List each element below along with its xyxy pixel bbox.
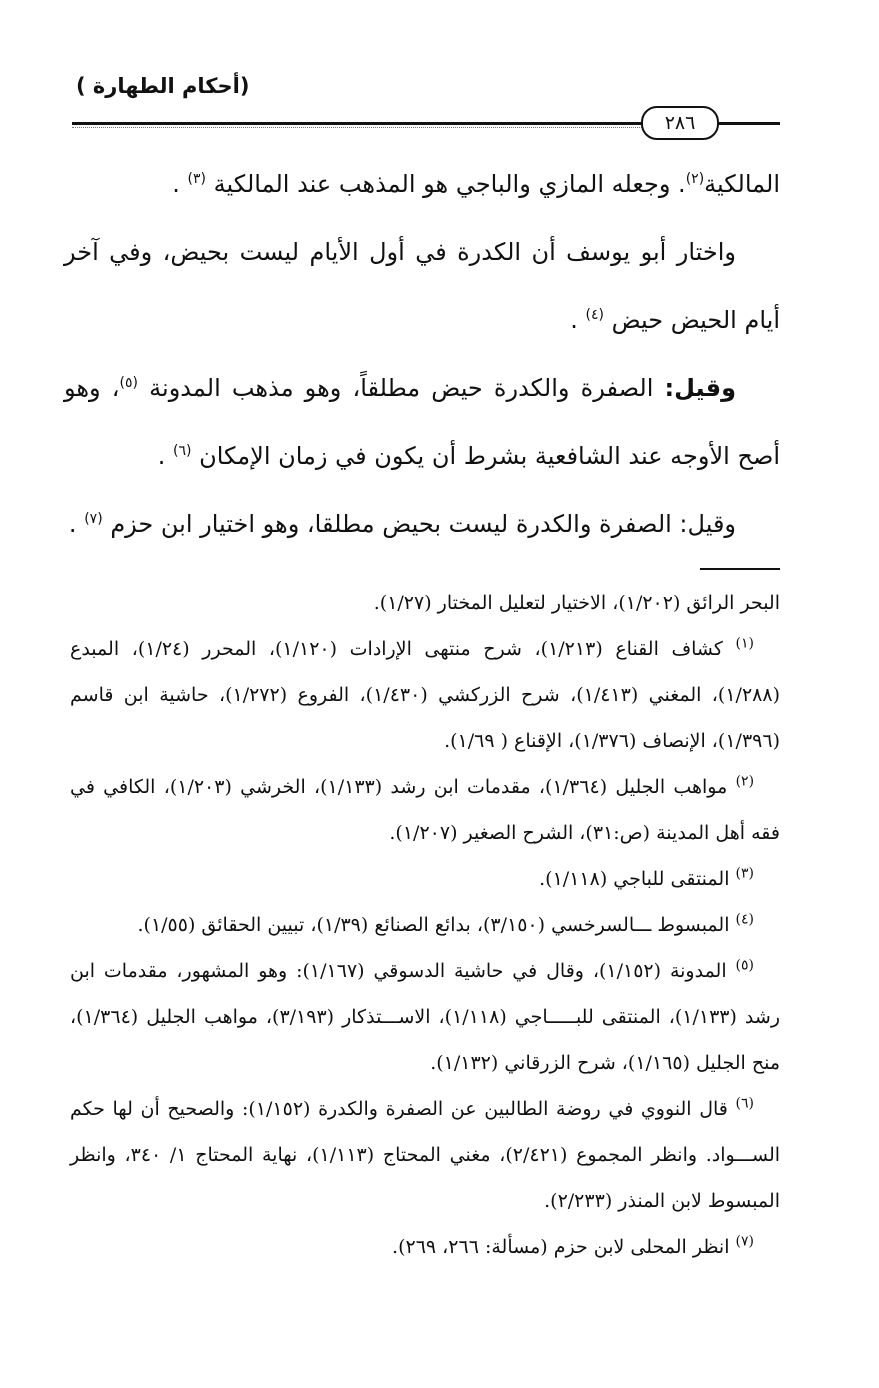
- footnote-ref[interactable]: (٥): [119, 375, 138, 391]
- paragraph-2: واختار أبو يوسف أن الكدرة في أول الأيام ليست بحيض، وفي آخر أيام الحيض حيض $^{(٤)}$ .: [64, 238, 780, 334]
- page-number: ٢٨٦: [641, 106, 719, 140]
- footnote-ref[interactable]: (٦): [172, 443, 192, 459]
- lead-word: وقيل:: [664, 374, 736, 402]
- paragraph-4: وقيل: الصفرة والكدرة ليست بحيض مطلقا، وهو اختيار ابن حزم $^{(٧)}$ .: [68, 510, 736, 538]
- footnote-5: $^{(٥)}$ المدونة (١/١٥٢)، وقال في حاشية الدسوقي (١/١٦٧): وهو المشهور، مقدمات ابن رشد (١/١٣٣)، المنتقى للبـــــاجي (١/١١٨)، الاســـتذكار (٣/١٩٣)، مواهب الجليل (١/٣٦٤)، منح الجليل (١/١٦٥)، شرح الزرقاني (١/١٣٢).: [70, 957, 780, 1074]
- header-dotted-rule: [72, 127, 642, 128]
- footnote-7: $^{(٧)}$ انظر المحلى لابن حزم (مسألة: ٢٦٦، ٢٦٩).: [392, 1233, 754, 1258]
- footnote-ref[interactable]: (٣): [187, 171, 206, 187]
- footnote-3: $^{(٣)}$ المنتقى للباجي (١/١١٨).: [539, 865, 754, 890]
- footnote-ref[interactable]: (٧): [84, 511, 103, 527]
- footnote-ref[interactable]: (٤): [585, 307, 604, 323]
- main-text: [64, 150, 780, 558]
- footnote-continued: البحر الرائق (١/٢٠٢)، الاختيار لتعليل المختار (١/٢٧).: [373, 592, 780, 614]
- running-header-title: (أحكام الطهارة ): [76, 74, 250, 98]
- footnote-2: $^{(٢)}$ مواهب الجليل (١/٣٦٤)، مقدمات ابن رشد (١/١٣٣)، الخرشي (١/٢٠٣)، الكافي في فقه أهل المدينة (ص:٣١)، الشرح الصغير (١/٢٠٧).: [70, 773, 780, 844]
- footnote-separator: [700, 568, 780, 570]
- paragraph-3: وقيل: الصفرة والكدرة حيض مطلقاً، وهو مذهب المدونة $^{(٥)}$، وهو أصح الأوجه عند الشافعية بشرط أن يكون في زمان الإمكان $^{(٦)}$ .: [64, 374, 780, 470]
- footnote-6: $^{(٦)}$ قال النووي في روضة الطالبين عن الصفرة والكدرة (١/١٥٢): والصحيح أن لها حكم الســـواد. وانظر المجموع (٢/٤٢١)، مغني المحتاج (١/١١٣)، نهاية المحتاج ١/ ٣٤٠، وانظر المبسوط لابن المنذر (٢/٢٣٣).: [70, 1095, 781, 1212]
- footnote-ref[interactable]: (٢): [685, 171, 705, 187]
- paragraph-1: المالكية$^{(٢)}$. وجعله المازي والباجي هو المذهب عند المالكية $^{(٣)}$ .: [172, 170, 780, 198]
- footnote-4: $^{(٤)}$ المبسوط ـــالسرخسي (٣/١٥٠)، بدائع الصنائع (١/٣٩)، تبيين الحقائق (١/٥٥).: [137, 911, 754, 936]
- footnotes: [70, 580, 780, 1270]
- footnote-1: $^{(١)}$ كشاف القناع (١/٢١٣)، شرح منتهى الإرادات (١/١٢٠)، المحرر (١/٢٤)، المبدع (١/٢٨٨)، المغني (١/٤١٣)، شرح الزركشي (١/٤٣٠)، الفروع (١/٢٧٢)، حاشية ابن قاسم (١/٣٩٦)، الإنصاف (١/٣٧٦)، الإقناع ( ١/٦٩).: [70, 635, 780, 752]
